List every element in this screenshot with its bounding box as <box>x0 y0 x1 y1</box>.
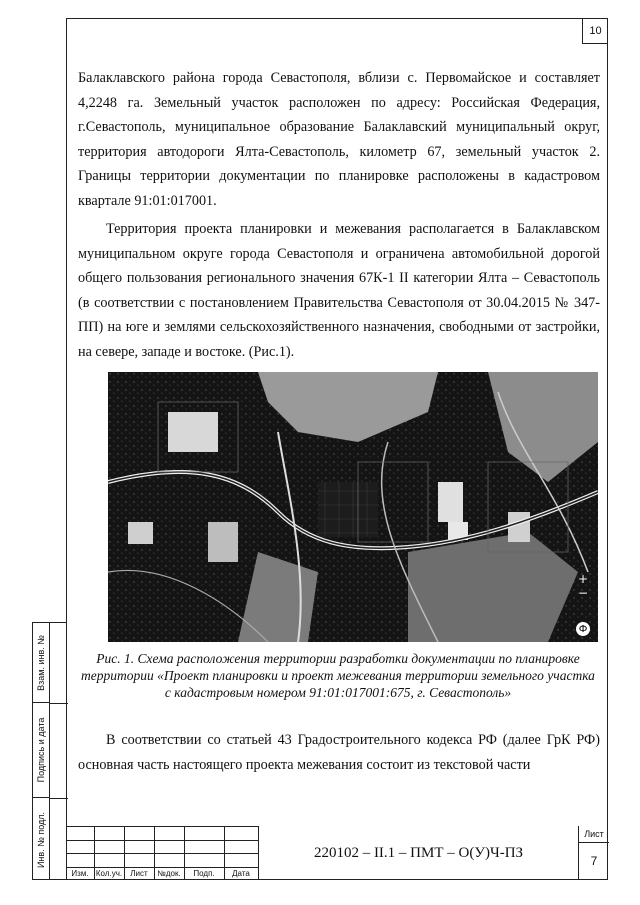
map-figure <box>108 372 598 642</box>
sheet-number: 7 <box>590 854 598 868</box>
title-block-grid <box>66 826 258 880</box>
tb-header-podp: Подп. <box>193 869 215 878</box>
side-label-sign-date: Подпись и дата <box>36 717 46 783</box>
tb-header-list: Лист <box>130 869 148 878</box>
figure-caption: Рис. 1. Схема расположения территории разработки документации по планировке территории «Проект планировки и проект межевания территории земельного участка с кадастровым номером 91:01:017001:675, г. Севастополь» <box>81 651 595 700</box>
text-block-top <box>78 66 600 364</box>
side-label-inv-podl: Инв. № подл. <box>36 811 46 868</box>
tb-header-ndok: №док. <box>157 869 181 878</box>
paragraph-2: Территория проекта планировки и межевания располагается в Балаклавском муниципальном округе города Севастополя и ограничена автомобильной дорогой общего пользования регионального значения 67К-1 II категории Ялта – Севастополь (в соответствии с постановлением Правительства Севастополя от 30.04.2015 № 347-ПП) на юге и землями сельскохозяйственного назначения, свободными от застройки, на севере, западе и востоке. (Рис.1). <box>78 221 600 360</box>
side-cell-inv-vzam <box>33 623 49 703</box>
compass-icon[interactable]: Ф <box>576 622 590 636</box>
side-strip-column <box>49 623 67 879</box>
text-block-bottom <box>78 728 600 777</box>
zoom-out-button[interactable]: − <box>577 586 589 600</box>
map-image <box>108 372 598 642</box>
side-strip <box>32 622 66 880</box>
side-label-inv-vzam: Взам. инв. № <box>36 634 46 691</box>
sheet-cell <box>578 826 608 880</box>
paragraph-1: Балаклавского района города Севастополя, вблизи с. Первомайское и составляет 4,2248 га. Земельный участок расположен по адресу: Российская Федерация, г.Севастополь, муниципальное образование Балаклавский муниципальный округ, территория автодороги Ялта-Севастополь, километр 67, земельный участок 2. Границы территории документации по планировке расположены в кадастровом квартале 91:01:017001. <box>78 70 600 209</box>
map-zoom-control[interactable] <box>576 572 590 600</box>
tb-header-data: Дата <box>232 869 250 878</box>
document-code: 220102 – II.1 – ПМТ – О(У)Ч-ПЗ <box>258 826 578 880</box>
side-cell-sign-date <box>33 703 49 798</box>
tb-header-kol-uch: Кол.уч. <box>95 869 123 878</box>
title-block <box>66 826 608 880</box>
sheet-label: Лист <box>579 826 609 843</box>
tb-header-izm: Изм. <box>71 869 89 878</box>
paragraph-3: В соответствии со статьей 43 Градостроительного кодекса РФ (далее ГрК РФ) основная часть настоящего проекта межевания состоит из текстовой части <box>78 732 600 773</box>
side-cell-inv-podl <box>33 798 49 881</box>
zoom-in-button[interactable]: + <box>577 572 589 586</box>
top-page-number: 10 <box>582 18 608 44</box>
